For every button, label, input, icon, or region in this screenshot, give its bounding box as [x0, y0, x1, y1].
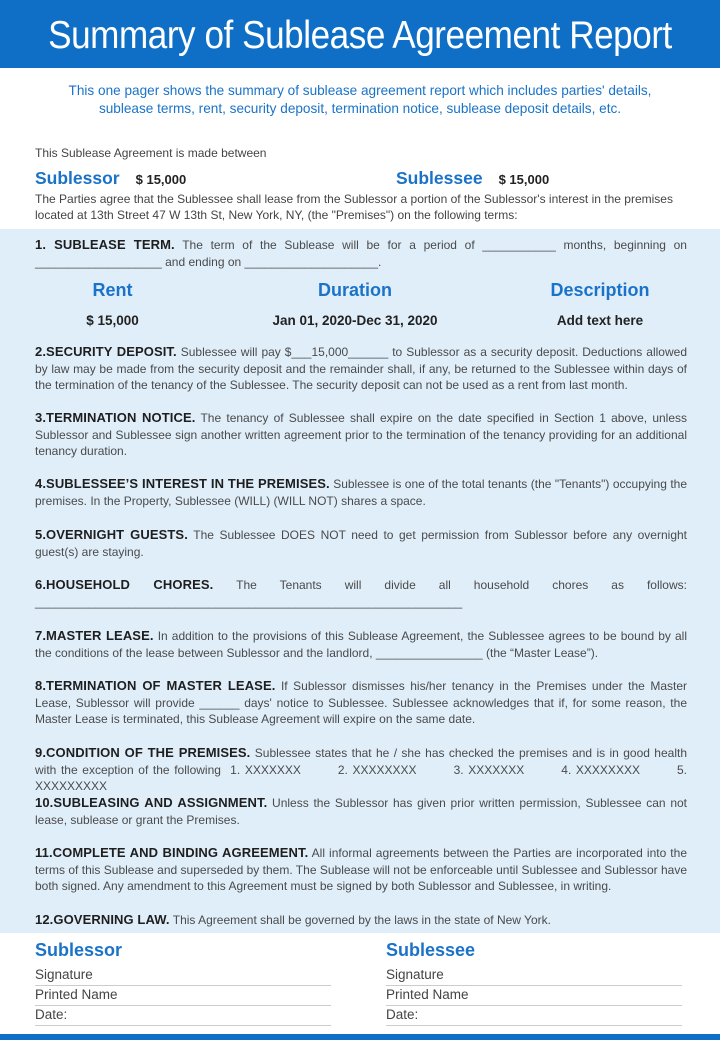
duration-value: Jan 01, 2020-Dec 31, 2020 — [272, 313, 438, 328]
description-value: Add text here — [556, 313, 644, 328]
made-between-text: This Sublease Agreement is made between — [35, 146, 267, 160]
rent-header: Rent — [92, 280, 133, 300]
clause-text: Sublessee will pay $___15,000______ to Sublessor as a security deposit. Deductions allowed by law may be made from the security deposit and the remainder shall, if any, be returned to the Sublessee within days of the termination of the tenancy of the Sublessee. The security deposit can not be used as a rent from last month. — [35, 345, 687, 392]
clause-governing-law — [35, 912, 687, 929]
sublessor-amount: $ 15,000 — [135, 172, 187, 187]
sublessee-signature-block — [386, 940, 682, 1026]
intro-text: This one pager shows the summary of sublease agreement report which includes parties' details, sublease terms, rent, security deposit, termination notice, sublease deposit details, etc. — [68, 83, 652, 116]
sublessee-signature-heading: Sublessee — [386, 940, 476, 960]
clause-text: This Agreement shall be governed by the laws in the state of New York. — [172, 913, 551, 927]
clause-termination-notice — [35, 410, 687, 460]
clause-title: 1. SUBLEASE TERM. — [35, 237, 175, 252]
parties-text: The Parties agree that the Sublessee shall lease from the Sublessor a portion of the Sublessor's interest in the premises located at 13th Street 47 W 13th St, New York, NY, (the "Premises") on the following terms: — [35, 192, 673, 222]
description-column — [515, 280, 685, 328]
clause-title: 9.CONDITION OF THE PREMISES. — [35, 745, 251, 760]
clause-title: 11.COMPLETE AND BINDING AGREEMENT. — [35, 845, 309, 860]
sublessee-summary — [396, 168, 549, 189]
duration-column — [235, 280, 475, 328]
header-bar — [0, 0, 720, 68]
sublessor-summary — [35, 168, 186, 189]
clause-overnight-guests — [35, 527, 687, 560]
sublessor-signature-line: Signature — [35, 966, 331, 986]
sublessor-signature-block — [35, 940, 331, 1026]
clause-title: 10.SUBLEASING AND ASSIGNMENT. — [35, 795, 268, 810]
rent-value: $ 15,000 — [86, 313, 139, 328]
clause-text: Sublessee states that he / she has checked the premises and is in good health with the exception of the following 1. XXXXXXX 2. XXXXXXXX 3. XXXXXXX 4. XXXXXXXX 5. XXXXXXXXX — [35, 746, 691, 793]
sublessor-label: Sublessor — [35, 168, 120, 188]
clause-master-lease — [35, 628, 687, 661]
clause-text: If Sublessor dismisses his/her tenancy in the Premises under the Master Lease, Sublessor will provide ______ days' notice to Sublessee. Sublessee acknowledges that if, for some reason, the Master Lease is terminated, this Sublease Agreement will expire on the same date. — [35, 679, 687, 726]
page-title: Summary of Sublease Agreement Report — [48, 14, 672, 57]
sublessor-date-line: Date: — [35, 1006, 331, 1026]
clause-title: 2.SECURITY DEPOSIT. — [35, 344, 177, 359]
clause-household-chores — [35, 577, 687, 610]
sublessor-printed-name-line: Printed Name — [35, 986, 331, 1006]
clause-sublease-term — [35, 237, 687, 270]
clause-text: Sublessee is one of the total tenants (the "Tenants") occupying the premises. In the Property, Sublessee (WILL) (WILL NOT) shares a space. — [35, 477, 688, 508]
clause-title: 7.MASTER LEASE. — [35, 628, 154, 643]
clause-text: All informal agreements between the Parties are incorporated into the terms of this Sublease and superseded by them. The Sublease will not be enforceable until Sublessee and Sublessor have both signed. Any amendment to this Agreement must be signed by both Sublessor and Sublessee, in writing. — [35, 846, 687, 893]
clause-text: The Sublessee DOES NOT need to get permission from Sublessor before any overnight guest(s) are staying. — [35, 528, 687, 559]
clause-title: 5.OVERNIGHT GUESTS. — [35, 527, 188, 542]
clause-termination-master-lease — [35, 678, 687, 728]
clause-security-deposit — [35, 344, 687, 394]
clause-subleasing-assignment — [35, 795, 687, 828]
sublessee-printed-name-line: Printed Name — [386, 986, 682, 1006]
sublessee-label: Sublessee — [396, 168, 483, 188]
footer-bar — [0, 1034, 720, 1040]
clause-title: 12.GOVERNING LAW. — [35, 912, 170, 927]
clause-title: 3.TERMINATION NOTICE. — [35, 410, 196, 425]
clause-title: 8.TERMINATION OF MASTER LEASE. — [35, 678, 276, 693]
clause-text: The Tenants will divide all household chores as follows: ________________________________________________________________ — [35, 578, 687, 609]
sublessee-signature-line: Signature — [386, 966, 682, 986]
duration-header: Duration — [318, 280, 392, 300]
clause-text: The tenancy of Sublessee shall expire on the date specified in Section 1 above, unless Sublessor and Sublessee sign another written agreement prior to the termination of the tenancy providing for an additional tenancy duration. — [35, 411, 687, 458]
sublessee-amount: $ 15,000 — [498, 172, 550, 187]
clause-text: Unless the Sublessor has given prior written permission, Sublessee can not lease, sublease or grant the Premises. — [35, 796, 688, 827]
clause-title: 4.SUBLESSEE’S INTEREST IN THE PREMISES. — [35, 476, 330, 491]
clause-sublessee-interest — [35, 476, 687, 509]
sublessee-date-line: Date: — [386, 1006, 682, 1026]
clause-complete-agreement — [35, 845, 687, 895]
clause-text: In addition to the provisions of this Sublease Agreement, the Sublessee agrees to be bound by all the conditions of the lease between Sublessor and the landlord, ________________ (the “Master Lease”). — [35, 629, 688, 660]
clause-condition-premises — [35, 745, 691, 795]
clause-title: 6.HOUSEHOLD CHORES. — [35, 577, 214, 592]
rent-column — [35, 280, 190, 328]
description-header: Description — [550, 280, 650, 300]
clause-text: The term of the Sublease will be for a period of ___________ months, beginning on ___________________ and ending on ____________________. — [35, 238, 687, 269]
sublessor-signature-heading: Sublessor — [35, 940, 123, 960]
